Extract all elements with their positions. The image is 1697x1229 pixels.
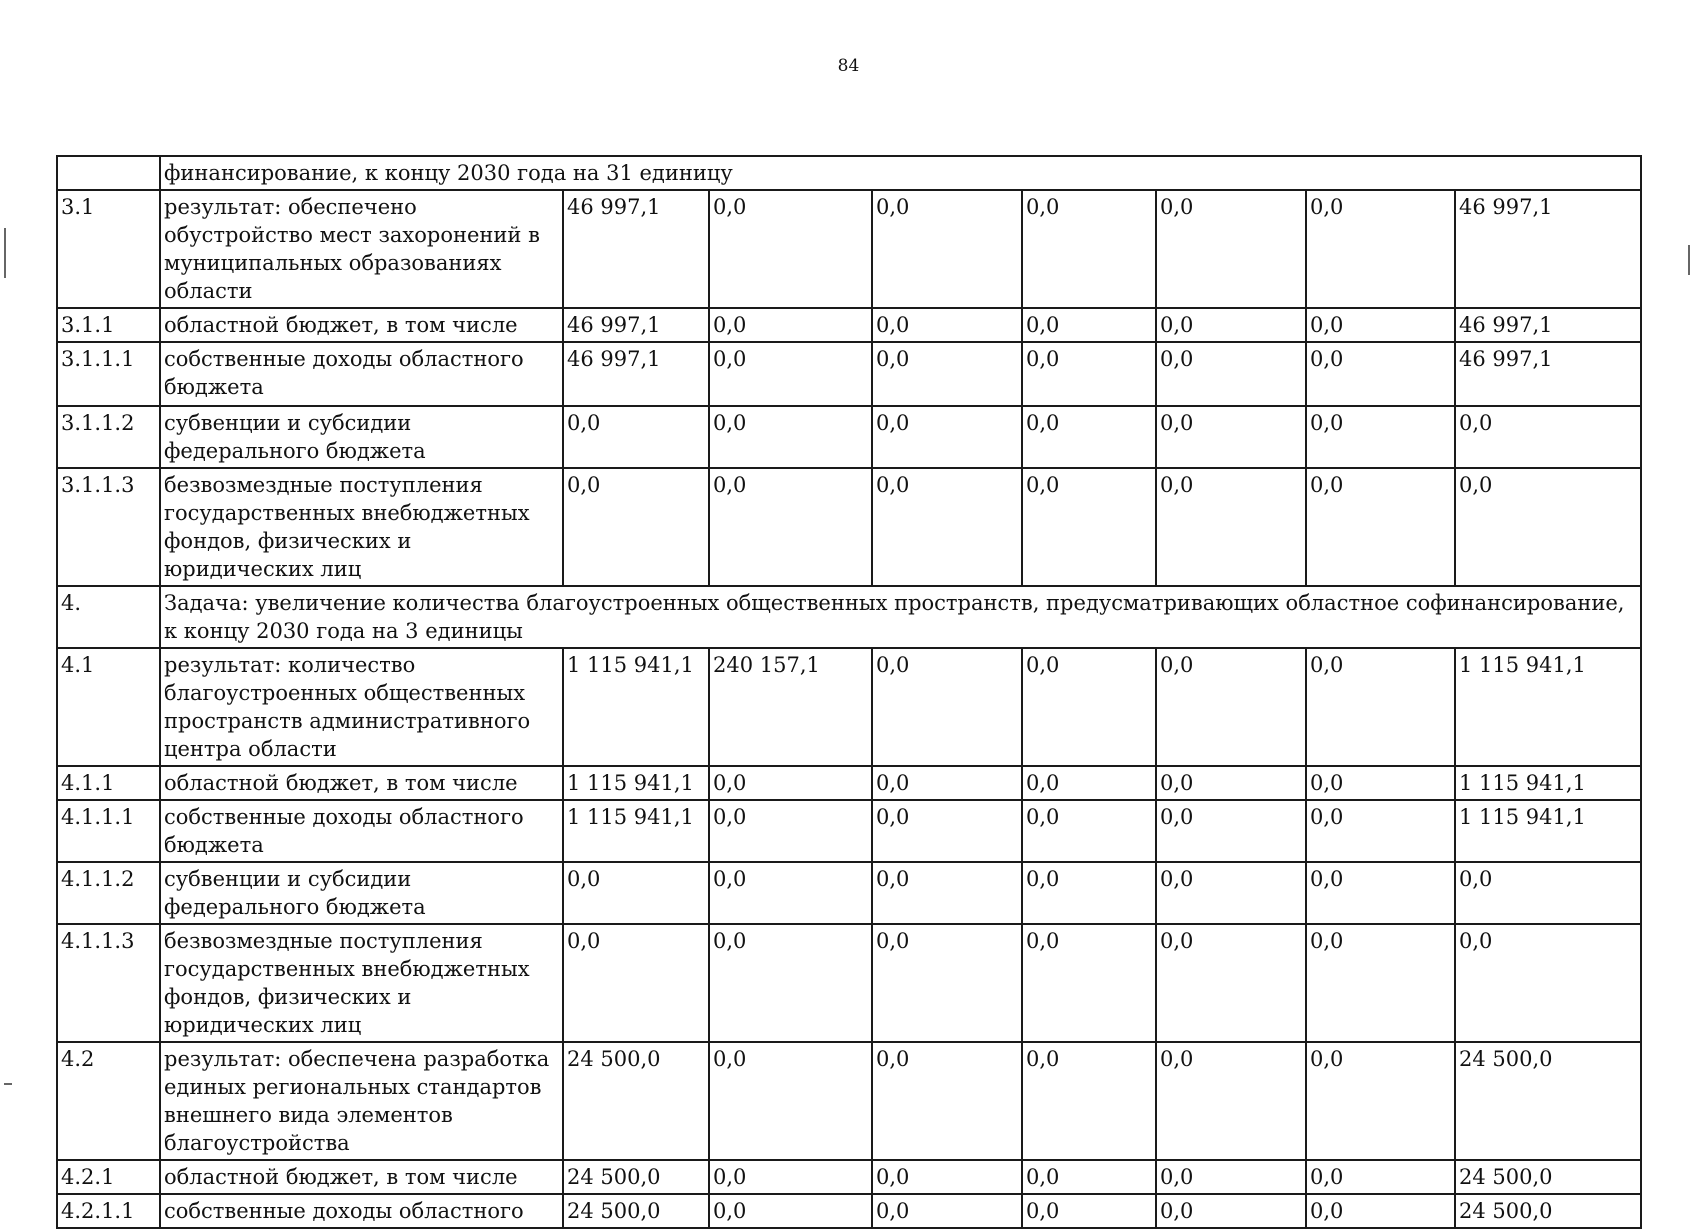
value-cell: 0,0 — [1022, 406, 1156, 468]
value-cell: 24 500,0 — [1455, 1042, 1641, 1160]
task-row — [57, 586, 1641, 648]
table-row — [57, 1160, 1641, 1194]
value-cell: 0,0 — [709, 308, 872, 342]
value-cell: 0,0 — [709, 924, 872, 1042]
margin-mark — [4, 228, 6, 278]
value-cell: 0,0 — [872, 862, 1022, 924]
value-cell: 24 500,0 — [563, 1160, 709, 1194]
value-cell: 1 115 941,1 — [563, 766, 709, 800]
value-cell: 0,0 — [1306, 406, 1455, 468]
value-cell: 0,0 — [1022, 924, 1156, 1042]
value-cell: 0,0 — [709, 1194, 872, 1228]
table-row — [57, 766, 1641, 800]
value-cell: 0,0 — [563, 924, 709, 1042]
value-cell: 1 115 941,1 — [563, 648, 709, 766]
value-cell: 0,0 — [1022, 1042, 1156, 1160]
value-cell: 0,0 — [563, 406, 709, 468]
value-cell: 0,0 — [709, 342, 872, 406]
value-cell: 0,0 — [1306, 342, 1455, 406]
value-cell: 0,0 — [709, 1042, 872, 1160]
code-cell: 3.1.1.3 — [57, 468, 160, 586]
value-cell: 0,0 — [1156, 648, 1306, 766]
value-cell: 0,0 — [1306, 1042, 1455, 1160]
value-cell: 0,0 — [1156, 800, 1306, 862]
continuation-cell: финансирование, к концу 2030 года на 31 единицу — [160, 156, 1641, 190]
table-row — [57, 648, 1641, 766]
code-cell: 4. — [57, 586, 160, 648]
label-cell: собственные доходы областного бюджета — [160, 342, 563, 406]
table-row — [57, 156, 1641, 190]
value-cell: 0,0 — [872, 190, 1022, 308]
value-cell: 0,0 — [1156, 1042, 1306, 1160]
value-cell: 0,0 — [1022, 190, 1156, 308]
margin-mark — [4, 1083, 12, 1085]
value-cell: 0,0 — [1306, 468, 1455, 586]
value-cell: 0,0 — [1156, 190, 1306, 308]
value-cell: 24 500,0 — [563, 1194, 709, 1228]
value-cell: 0,0 — [1022, 800, 1156, 862]
value-cell: 0,0 — [1156, 766, 1306, 800]
value-cell: 0,0 — [872, 308, 1022, 342]
value-cell: 0,0 — [1156, 924, 1306, 1042]
value-cell: 0,0 — [1156, 1194, 1306, 1228]
table-row — [57, 308, 1641, 342]
label-cell: областной бюджет, в том числе — [160, 1160, 563, 1194]
table-row — [57, 1042, 1641, 1160]
code-cell: 4.2.1 — [57, 1160, 160, 1194]
table-row — [57, 924, 1641, 1042]
value-cell: 0,0 — [872, 1042, 1022, 1160]
table-row — [57, 1194, 1641, 1228]
label-cell: субвенции и субсидии федерального бюджета — [160, 862, 563, 924]
value-cell: 0,0 — [563, 862, 709, 924]
value-cell: 0,0 — [1156, 1160, 1306, 1194]
value-cell: 0,0 — [1306, 924, 1455, 1042]
value-cell: 0,0 — [1022, 862, 1156, 924]
value-cell: 0,0 — [872, 800, 1022, 862]
value-cell: 0,0 — [709, 1160, 872, 1194]
value-cell: 46 997,1 — [563, 342, 709, 406]
value-cell: 0,0 — [872, 406, 1022, 468]
value-cell: 46 997,1 — [1455, 190, 1641, 308]
value-cell: 1 115 941,1 — [563, 800, 709, 862]
code-cell: 4.1.1.3 — [57, 924, 160, 1042]
code-cell: 4.1.1.1 — [57, 800, 160, 862]
value-cell: 24 500,0 — [563, 1042, 709, 1160]
value-cell: 0,0 — [709, 190, 872, 308]
value-cell: 0,0 — [872, 924, 1022, 1042]
label-cell: областной бюджет, в том числе — [160, 766, 563, 800]
value-cell: 0,0 — [1022, 1160, 1156, 1194]
code-cell: 3.1.1.1 — [57, 342, 160, 406]
table-row — [57, 406, 1641, 468]
code-cell: 3.1.1.2 — [57, 406, 160, 468]
value-cell: 0,0 — [709, 862, 872, 924]
label-cell: результат: количество благоустроенных общественных пространств административного центра области — [160, 648, 563, 766]
value-cell: 1 115 941,1 — [1455, 766, 1641, 800]
table-row — [57, 190, 1641, 308]
value-cell: 46 997,1 — [563, 308, 709, 342]
value-cell: 0,0 — [1022, 342, 1156, 406]
label-cell: безвозмездные поступления государственных внебюджетных фондов, физических и юридических лиц — [160, 468, 563, 586]
value-cell: 0,0 — [872, 766, 1022, 800]
value-cell: 0,0 — [1156, 406, 1306, 468]
value-cell: 0,0 — [709, 800, 872, 862]
code-cell: 4.1 — [57, 648, 160, 766]
label-cell: результат: обеспечена разработка единых региональных стандартов внешнего вида элементов благоустройства — [160, 1042, 563, 1160]
value-cell: 46 997,1 — [563, 190, 709, 308]
value-cell: 0,0 — [1455, 468, 1641, 586]
value-cell: 0,0 — [1306, 766, 1455, 800]
value-cell: 0,0 — [872, 342, 1022, 406]
code-cell — [57, 156, 160, 190]
value-cell: 0,0 — [1156, 342, 1306, 406]
label-cell: субвенции и субсидии федерального бюджета — [160, 406, 563, 468]
margin-mark — [1688, 245, 1690, 275]
table-row — [57, 862, 1641, 924]
value-cell: 0,0 — [872, 468, 1022, 586]
page-number: 84 — [837, 56, 860, 76]
value-cell: 0,0 — [1022, 766, 1156, 800]
value-cell: 0,0 — [709, 468, 872, 586]
value-cell: 0,0 — [1455, 924, 1641, 1042]
value-cell: 0,0 — [1022, 468, 1156, 586]
code-cell: 4.2 — [57, 1042, 160, 1160]
task-cell: Задача: увеличение количества благоустроенных общественных пространств, предусматривающих областное софинансирование, к концу 2030 года на 3 единицы — [160, 586, 1641, 648]
table-row — [57, 800, 1641, 862]
label-cell: результат: обеспечено обустройство мест захоронений в муниципальных образованиях области — [160, 190, 563, 308]
value-cell: 0,0 — [1306, 1194, 1455, 1228]
value-cell: 0,0 — [1306, 800, 1455, 862]
value-cell: 0,0 — [1306, 308, 1455, 342]
value-cell: 0,0 — [1306, 190, 1455, 308]
value-cell: 240 157,1 — [709, 648, 872, 766]
value-cell: 0,0 — [1306, 1160, 1455, 1194]
value-cell: 1 115 941,1 — [1455, 800, 1641, 862]
value-cell: 0,0 — [1022, 648, 1156, 766]
value-cell: 46 997,1 — [1455, 342, 1641, 406]
value-cell: 0,0 — [1156, 308, 1306, 342]
value-cell: 0,0 — [872, 1160, 1022, 1194]
value-cell: 0,0 — [1455, 406, 1641, 468]
value-cell: 0,0 — [872, 1194, 1022, 1228]
value-cell: 0,0 — [1022, 1194, 1156, 1228]
code-cell: 3.1.1 — [57, 308, 160, 342]
value-cell: 0,0 — [1455, 862, 1641, 924]
value-cell: 0,0 — [1156, 862, 1306, 924]
value-cell: 0,0 — [872, 648, 1022, 766]
value-cell: 46 997,1 — [1455, 308, 1641, 342]
budget-table — [56, 155, 1642, 1229]
code-cell: 4.1.1 — [57, 766, 160, 800]
label-cell: областной бюджет, в том числе — [160, 308, 563, 342]
value-cell: 0,0 — [709, 406, 872, 468]
value-cell: 24 500,0 — [1455, 1194, 1641, 1228]
code-cell: 3.1 — [57, 190, 160, 308]
label-cell: безвозмездные поступления государственных внебюджетных фондов, физических и юридических лиц — [160, 924, 563, 1042]
label-cell: собственные доходы областного бюджета — [160, 800, 563, 862]
value-cell: 1 115 941,1 — [1455, 648, 1641, 766]
label-cell: собственные доходы областного — [160, 1194, 563, 1228]
value-cell: 0,0 — [563, 468, 709, 586]
value-cell: 0,0 — [1156, 468, 1306, 586]
table-row — [57, 468, 1641, 586]
table-row — [57, 342, 1641, 406]
value-cell: 0,0 — [1306, 862, 1455, 924]
value-cell: 24 500,0 — [1455, 1160, 1641, 1194]
code-cell: 4.2.1.1 — [57, 1194, 160, 1228]
value-cell: 0,0 — [709, 766, 872, 800]
value-cell: 0,0 — [1022, 308, 1156, 342]
code-cell: 4.1.1.2 — [57, 862, 160, 924]
value-cell: 0,0 — [1306, 648, 1455, 766]
